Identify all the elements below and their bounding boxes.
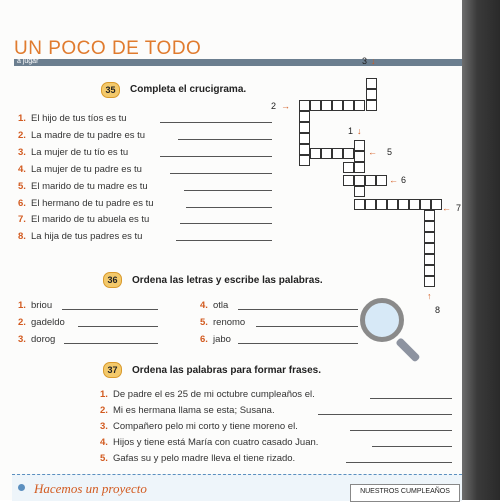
- crossword-cell[interactable]: [420, 199, 431, 210]
- ex35-answer-line-8[interactable]: [176, 240, 272, 241]
- crossword-cell[interactable]: [409, 199, 420, 210]
- ex36-answer-line-6[interactable]: [238, 343, 358, 344]
- clue-number-1: 1: [348, 126, 354, 136]
- ex36-answer-line-2[interactable]: [78, 326, 158, 327]
- crossword-cell[interactable]: [299, 122, 310, 133]
- ex36-answer-line-3[interactable]: [64, 343, 158, 344]
- ex36-answer-line-1[interactable]: [62, 309, 158, 310]
- crossword-cell[interactable]: [424, 276, 435, 287]
- crossword-cell[interactable]: [366, 78, 377, 89]
- exercise-37-heading: Ordena las palabras para formar frases.: [132, 365, 321, 376]
- crossword-cell[interactable]: [343, 175, 354, 186]
- crossword-cell[interactable]: [424, 265, 435, 276]
- ex35-item-7: 7. El marido de tu abuela es tu: [18, 214, 150, 225]
- exercise-36-heading: Ordena las letras y escribe las palabras.: [132, 275, 323, 286]
- exercise-36-badge: 36: [103, 272, 122, 288]
- crossword-cell[interactable]: [376, 175, 387, 186]
- ex35-item-2: 2. La madre de tu padre es tu: [18, 130, 146, 141]
- crossword-cell[interactable]: [332, 148, 343, 159]
- clue-number-6: 6: [401, 175, 407, 185]
- crossword-cell[interactable]: [431, 199, 442, 210]
- crossword-cell[interactable]: [354, 186, 365, 197]
- clue-number-5: 5: [387, 147, 393, 157]
- ex35-item-1: 1. El hijo de tus tíos es tu: [18, 113, 127, 124]
- ex35-answer-line-2[interactable]: [178, 139, 272, 140]
- crossword-cell[interactable]: [299, 133, 310, 144]
- title-subtitle: a jugar: [17, 58, 39, 65]
- crossword-cell[interactable]: [354, 162, 365, 173]
- birthday-box: NUESTROS CUMPLEAÑOS: [350, 484, 460, 502]
- arrow-down-icon: ↓: [371, 56, 376, 66]
- ex35-item-3: 3. La mujer de tu tío es tu: [18, 147, 129, 158]
- arrow-left-icon: ←: [442, 203, 451, 213]
- ex37-item-5: 5. Gafas su y pelo madre lleva el tiene rizado.: [100, 453, 296, 464]
- crossword-cell[interactable]: [310, 100, 321, 111]
- crossword-cell[interactable]: [365, 175, 376, 186]
- arrow-down-icon: ↓: [357, 126, 362, 136]
- ex35-answer-line-5[interactable]: [184, 190, 272, 191]
- magnifying-glass-icon: [360, 298, 404, 342]
- ex36-item-6: 6. jabo: [200, 334, 231, 345]
- ex35-answer-line-4[interactable]: [170, 173, 272, 174]
- ex37-answer-line-4[interactable]: [372, 446, 452, 447]
- ex37-answer-line-3[interactable]: [350, 430, 452, 431]
- ex37-answer-line-2[interactable]: [318, 414, 452, 415]
- ex36-answer-line-4[interactable]: [238, 309, 358, 310]
- crossword-cell[interactable]: [366, 89, 377, 100]
- ex36-item-1: 1. briou: [18, 300, 53, 311]
- crossword-cell[interactable]: [321, 148, 332, 159]
- ex36-item-3: 3. dorog: [18, 334, 56, 345]
- crossword-cell[interactable]: [376, 199, 387, 210]
- ex36-answer-line-5[interactable]: [256, 326, 358, 327]
- crossword-cell[interactable]: [398, 199, 409, 210]
- crossword-cell[interactable]: [424, 232, 435, 243]
- exercise-37-badge: 37: [103, 362, 122, 378]
- crossword-cell[interactable]: [354, 140, 365, 151]
- page-title: UN POCO DE TODO: [14, 38, 202, 59]
- crossword-cell[interactable]: [343, 100, 354, 111]
- clue-number-8: 8: [435, 305, 441, 315]
- crossword-cell[interactable]: [354, 175, 365, 186]
- magnifying-glass-handle: [395, 337, 420, 362]
- ex36-item-2: 2. gadeldo: [18, 317, 65, 328]
- clue-number-3: 3: [362, 56, 368, 66]
- arrow-right-icon: →: [281, 101, 290, 111]
- crossword-cell[interactable]: [332, 100, 343, 111]
- exercise-35-badge: 35: [101, 82, 120, 98]
- page-edge-shadow: [462, 0, 500, 500]
- ex35-answer-line-7[interactable]: [180, 223, 272, 224]
- clue-number-2: 2: [271, 101, 277, 111]
- crossword-cell[interactable]: [354, 100, 365, 111]
- crossword-cell[interactable]: [354, 199, 365, 210]
- ex37-item-2: 2. Mi es hermana llama se esta; Susana.: [100, 405, 275, 416]
- crossword-cell[interactable]: [299, 100, 310, 111]
- clue-number-7: 7: [456, 203, 462, 213]
- ex36-item-5: 5. renomo: [200, 317, 246, 328]
- ex35-item-6: 6. El hermano de tu padre es tu: [18, 198, 154, 209]
- crossword-cell[interactable]: [343, 162, 354, 173]
- ex37-item-3: 3. Compañero pelo mi corto y tiene moreno el.: [100, 421, 298, 432]
- crossword-cell[interactable]: [424, 210, 435, 221]
- bullet-icon: [18, 484, 25, 491]
- crossword-cell[interactable]: [310, 148, 321, 159]
- crossword-cell[interactable]: [321, 100, 332, 111]
- ex37-answer-line-5[interactable]: [346, 462, 452, 463]
- ex35-item-8: 8. La hija de tus padres es tu: [18, 231, 143, 242]
- crossword-cell[interactable]: [424, 254, 435, 265]
- ex37-answer-line-1[interactable]: [370, 398, 452, 399]
- crossword-cell[interactable]: [365, 199, 376, 210]
- ex35-answer-line-3[interactable]: [160, 156, 272, 157]
- ex35-item-4: 4. La mujer de tu padre es tu: [18, 164, 142, 175]
- arrow-left-icon: ←: [368, 147, 377, 157]
- ex35-item-5: 5. El marido de tu madre es tu: [18, 181, 148, 192]
- arrow-left-icon: ←: [389, 175, 398, 185]
- crossword-cell[interactable]: [366, 100, 377, 111]
- crossword-cell[interactable]: [299, 111, 310, 122]
- exercise-35-heading: Completa el crucigrama.: [130, 84, 247, 95]
- crossword-cell[interactable]: [387, 199, 398, 210]
- ex36-item-4: 4. otla: [200, 300, 229, 311]
- crossword-cell[interactable]: [299, 144, 310, 155]
- project-heading: Hacemos un proyecto: [34, 481, 147, 496]
- ex35-answer-line-1[interactable]: [160, 122, 272, 123]
- ex35-answer-line-6[interactable]: [186, 207, 272, 208]
- crossword-cell[interactable]: [299, 155, 310, 166]
- crossword-cell[interactable]: [354, 151, 365, 162]
- title-bar: [14, 59, 462, 66]
- ex37-item-4: 4. Hijos y tiene está María con cuatro casado Juan.: [100, 437, 319, 448]
- crossword-cell[interactable]: [424, 243, 435, 254]
- crossword-cell[interactable]: [343, 148, 354, 159]
- arrow-up-icon: ↑: [427, 291, 432, 301]
- crossword-cell[interactable]: [424, 221, 435, 232]
- ex37-item-1: 1. De padre el es 25 de mi octubre cumpleaños el.: [100, 389, 315, 400]
